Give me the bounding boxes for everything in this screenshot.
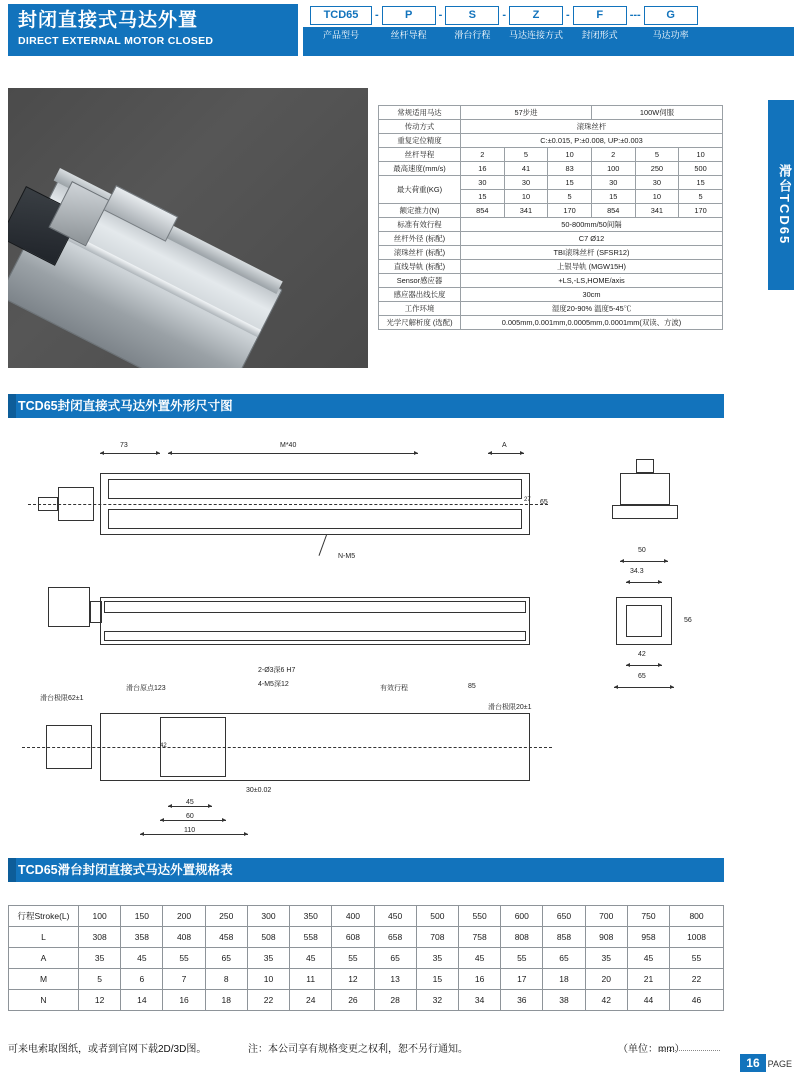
dim-label-85: 85 [468,683,476,690]
bottom-view-centerline [22,747,552,748]
stroke-cell: 600 [501,906,543,927]
code-label-stroke: 滑台行程 [454,30,491,40]
spec-value: 30 [504,176,548,190]
stroke-cell: 800 [670,906,724,927]
motor-end-view-shaft [636,459,654,473]
dim-label-right-limit: 滑台极限20±1 [488,704,532,711]
code-separator: --- [629,9,641,21]
table-row [379,218,723,232]
product-photo [8,88,368,368]
spec-label: 丝杆导程 [379,148,461,162]
top-view-centerline [28,504,548,505]
code-label-motor-conn: 马达连接方式 [509,30,564,40]
spec-value: 湿度20-90% 温度5-45℃ [461,302,723,316]
table-row [379,106,723,120]
dim-label-65: 65 [540,499,548,506]
spec-value: TBI滚珠丝杆 (SFSR12) [461,246,723,260]
dim-label-34-3: 34.3 [630,568,644,575]
dim-label-50: 50 [638,547,646,554]
spec-value: 2 [591,148,635,162]
stroke-cell: 200 [163,906,205,927]
side-view-cover [104,601,526,613]
spec-label: 重复定位精度 [379,134,461,148]
stroke-row-label: N [9,990,79,1011]
side-view-motor [48,587,90,627]
spec-value: 2 [461,148,505,162]
dim-label-m40: M*40 [280,442,297,449]
spec-value: 100 [591,162,635,176]
footer-divider [660,1050,720,1051]
stroke-cell: 858 [543,927,585,948]
table-row [379,260,723,274]
specification-table [378,105,723,330]
spec-label: 直线导轨 (标配) [379,260,461,274]
spec-value: 30 [635,176,679,190]
spec-value: 57步进 [461,106,592,120]
table-row [379,288,723,302]
stroke-cell: 750 [627,906,669,927]
spec-value: 5 [548,190,592,204]
stroke-table [8,905,724,1011]
side-view-coupling [90,601,102,623]
dim-label-60: 60 [186,813,194,820]
stroke-cell: 8 [205,969,247,990]
code-cell-motor-power [644,6,698,44]
code-label-closure: 封闭形式 [581,30,618,40]
dim-label-origin: 滑台原点123 [126,685,166,692]
code-value-lead: P [382,6,436,25]
code-cell-stroke [445,6,499,44]
stroke-cell: 908 [585,927,627,948]
dim-label-left-limit: 滑台极限62±1 [40,695,84,702]
stroke-cell: 46 [670,990,724,1011]
page-title-cn: 封闭直接式马达外置 [18,10,199,31]
stroke-cell: 458 [205,927,247,948]
stroke-cell: 38 [543,990,585,1011]
spec-value: 5 [504,148,548,162]
top-view-inner-lower [108,509,522,529]
spec-label: 传动方式 [379,120,461,134]
stroke-row-label: 行程Stroke(L) [9,906,79,927]
dim-a-top [488,453,524,454]
leader-line-nm5 [319,535,327,556]
spec-value: 170 [679,204,723,218]
stroke-cell: 22 [670,969,724,990]
table-row [9,969,724,990]
code-value-motor-power: G [644,6,698,25]
stroke-cell: 608 [332,927,374,948]
stroke-cell: 45 [458,948,500,969]
spec-label: 工作环境 [379,302,461,316]
code-cell-motor-conn [509,6,563,44]
dim-label-110: 110 [184,827,196,834]
spec-value: +LS,-LS,HOME/axis [461,274,723,288]
spec-label: 滚珠丝杆 (标配) [379,246,461,260]
dim-label-m5-deep: 4-M5深12 [258,681,289,688]
spec-value: 15 [548,176,592,190]
motor-end-view-base [612,505,678,519]
table-row [379,246,723,260]
code-separator: - [502,9,507,21]
stroke-row-label: M [9,969,79,990]
table-row [379,316,723,330]
spec-value: 16 [461,162,505,176]
dim-60-arrow [160,820,226,821]
stroke-cell: 450 [374,906,416,927]
stroke-cell: 7 [163,969,205,990]
stroke-cell: 12 [332,969,374,990]
dim-50-arrow [620,561,668,562]
dim-label-45: 45 [186,799,194,806]
spec-value: 5 [679,190,723,204]
stroke-cell: 350 [290,906,332,927]
spec-label: 额定推力(N) [379,204,461,218]
spec-value: 10 [548,148,592,162]
stroke-cell: 22 [247,990,289,1011]
spec-value: 15 [461,190,505,204]
table-row [9,948,724,969]
code-label-motor-power: 马达功率 [652,30,689,40]
stroke-cell: 14 [121,990,163,1011]
table-row [379,274,723,288]
dim-label-nm5: N-M5 [338,553,356,560]
code-separator: - [438,9,443,21]
spec-value: 10 [679,148,723,162]
dim-m40 [168,453,418,454]
banner-spec-label: TCD65滑台封闭直接式马达外置规格表 [18,863,233,877]
spec-value: C7 Ø12 [461,232,723,246]
table-row [379,134,723,148]
stroke-cell: 1008 [670,927,724,948]
stroke-cell: 300 [247,906,289,927]
code-cell-lead [382,6,436,44]
stroke-cell: 35 [416,948,458,969]
stroke-cell: 13 [374,969,416,990]
stroke-cell: 35 [79,948,121,969]
spec-value: 15 [679,176,723,190]
stroke-cell: 28 [374,990,416,1011]
stroke-cell: 650 [543,906,585,927]
code-separator: - [375,9,379,21]
side-tab-series: 滑台TCD65 [768,100,794,290]
stroke-cell: 21 [627,969,669,990]
spec-value: 30 [461,176,505,190]
spec-label: 标准有效行程 [379,218,461,232]
stroke-cell: 65 [205,948,247,969]
code-value-motor-conn: Z [509,6,563,25]
motor-end-view [620,473,670,505]
stroke-cell: 34 [458,990,500,1011]
stroke-cell: 12 [79,990,121,1011]
code-cell-closure [573,6,627,44]
dim-45-arrow [168,806,212,807]
spec-value: 5 [635,148,679,162]
page-indicator [740,1054,792,1073]
stroke-cell: 708 [416,927,458,948]
dim-label-42-front: 42 [638,651,646,658]
spec-value: 500 [679,162,723,176]
page-number: 16 [740,1054,765,1072]
stroke-cell: 45 [627,948,669,969]
footer-unit: （单位：mm） [618,1044,685,1055]
spec-value: 15 [591,190,635,204]
spec-value: 上银导轨 (MGW15H) [461,260,723,274]
stroke-cell: 16 [163,990,205,1011]
spec-value: 250 [635,162,679,176]
dim-65-arrow [614,687,674,688]
code-cell-model [310,6,372,44]
spec-value: 170 [548,204,592,218]
table-row [379,176,723,190]
stroke-cell: 658 [374,927,416,948]
stroke-cell: 55 [163,948,205,969]
dim-label-56: 56 [684,617,692,624]
banner-spec-table [8,858,724,882]
spec-value: C:±0.015, P:±0.008, UP:±0.003 [461,134,723,148]
spec-value: 100W伺服 [591,106,722,120]
table-row [379,204,723,218]
stroke-cell: 42 [585,990,627,1011]
stroke-cell: 150 [121,906,163,927]
stroke-cell: 5 [79,969,121,990]
stroke-cell: 24 [290,990,332,1011]
stroke-row-label: A [9,948,79,969]
spec-label: 最高速度(mm/s) [379,162,461,176]
stroke-cell: 35 [585,948,627,969]
stroke-cell: 958 [627,927,669,948]
stroke-cell: 358 [121,927,163,948]
banner-dimension-drawing [8,394,724,418]
table-row [9,927,724,948]
stroke-cell: 45 [290,948,332,969]
dim-110-arrow [140,834,248,835]
code-value-model: TCD65 [310,6,372,25]
dim-label-27: 27 [524,497,531,503]
stroke-cell: 700 [585,906,627,927]
stroke-cell: 500 [416,906,458,927]
dim-73 [100,453,160,454]
code-label-lead: 丝杆导程 [390,30,427,40]
spec-label: 光学尺解析度 (选配) [379,316,461,330]
stroke-cell: 32 [416,990,458,1011]
stroke-cell: 10 [247,969,289,990]
spec-value: 10 [504,190,548,204]
table-row [379,148,723,162]
code-separator: - [566,9,570,21]
spec-value: 滚珠丝杆 [461,120,723,134]
dim-label-73: 73 [120,442,128,449]
stroke-cell: 36 [501,990,543,1011]
stroke-cell: 100 [79,906,121,927]
spec-value: 50-800mm/50间隔 [461,218,723,232]
table-row [9,990,724,1011]
spec-value: 854 [461,204,505,218]
banner-accent [8,394,16,418]
banner-accent [8,858,16,882]
code-value-stroke: S [445,6,499,25]
page-header [0,0,800,58]
dim-34-arrow [626,582,662,583]
dim-42-arrow [626,665,662,666]
spec-label: 感应器出线长度 [379,288,461,302]
page-title-en: DIRECT EXTERNAL MOTOR CLOSED [18,35,214,47]
stroke-cell: 15 [416,969,458,990]
stroke-cell: 55 [332,948,374,969]
section-view-inner [626,605,662,637]
dim-label-effective-stroke: 有效行程 [380,685,408,692]
banner-dimension-label: TCD65封闭直接式马达外置外形尺寸图 [18,399,233,413]
table-row [379,120,723,134]
stroke-cell: 250 [205,906,247,927]
stroke-cell: 65 [374,948,416,969]
table-row [9,906,724,927]
stroke-row-label: L [9,927,79,948]
spec-label: 常规适用马达 [379,106,461,120]
stroke-cell: 17 [501,969,543,990]
stroke-cell: 308 [79,927,121,948]
stroke-cell: 44 [627,990,669,1011]
stroke-cell: 408 [163,927,205,948]
stroke-cell: 758 [458,927,500,948]
spec-value: 341 [635,204,679,218]
stroke-cell: 508 [247,927,289,948]
stroke-cell: 45 [121,948,163,969]
page-word: PAGE [767,1059,792,1069]
code-label-model: 产品型号 [322,30,359,40]
table-row [379,162,723,176]
code-value-closure: F [573,6,627,25]
dim-label-hole-h7: 2-Ø3深6 H7 [258,667,296,674]
stroke-cell: 558 [290,927,332,948]
stroke-cell: 55 [670,948,724,969]
dimension-drawings [8,425,724,845]
stroke-cell: 18 [205,990,247,1011]
stroke-cell: 16 [458,969,500,990]
stroke-cell: 35 [247,948,289,969]
spec-value: 341 [504,204,548,218]
spec-label: 丝杆外径 (标配) [379,232,461,246]
stroke-cell: 26 [332,990,374,1011]
dim-label-a: A [502,442,507,449]
stroke-cell: 65 [543,948,585,969]
dim-label-30-tol: 30±0.02 [246,787,272,794]
table-row [379,232,723,246]
dim-label-42-bottom: 42 [160,743,167,749]
table-row [379,302,723,316]
page-title-block [8,4,298,56]
model-code-breakdown [310,6,698,44]
spec-value: 30 [591,176,635,190]
stroke-cell: 550 [458,906,500,927]
stroke-cell: 55 [501,948,543,969]
spec-value: 10 [635,190,679,204]
stroke-cell: 11 [290,969,332,990]
stroke-cell: 400 [332,906,374,927]
spec-value: 83 [548,162,592,176]
stroke-cell: 6 [121,969,163,990]
footer-note-left: 可来电索取图纸，或者到官网下载2D/3D图。 [8,1044,207,1055]
spec-label: Sensor感应器 [379,274,461,288]
side-view-base [104,631,526,641]
top-view-inner-upper [108,479,522,499]
stroke-cell: 20 [585,969,627,990]
spec-value: 0.005mm,0.001mm,0.0005mm,0.0001mm(双读、方波) [461,316,723,330]
spec-label: 最大荷重(KG) [379,176,461,204]
stroke-cell: 18 [543,969,585,990]
stroke-cell: 808 [501,927,543,948]
dim-label-65-front: 65 [638,673,646,680]
spec-value: 30cm [461,288,723,302]
footer-note-middle: 注：本公司享有规格变更之权利，恕不另行通知。 [248,1044,468,1055]
spec-value: 854 [591,204,635,218]
spec-value: 41 [504,162,548,176]
